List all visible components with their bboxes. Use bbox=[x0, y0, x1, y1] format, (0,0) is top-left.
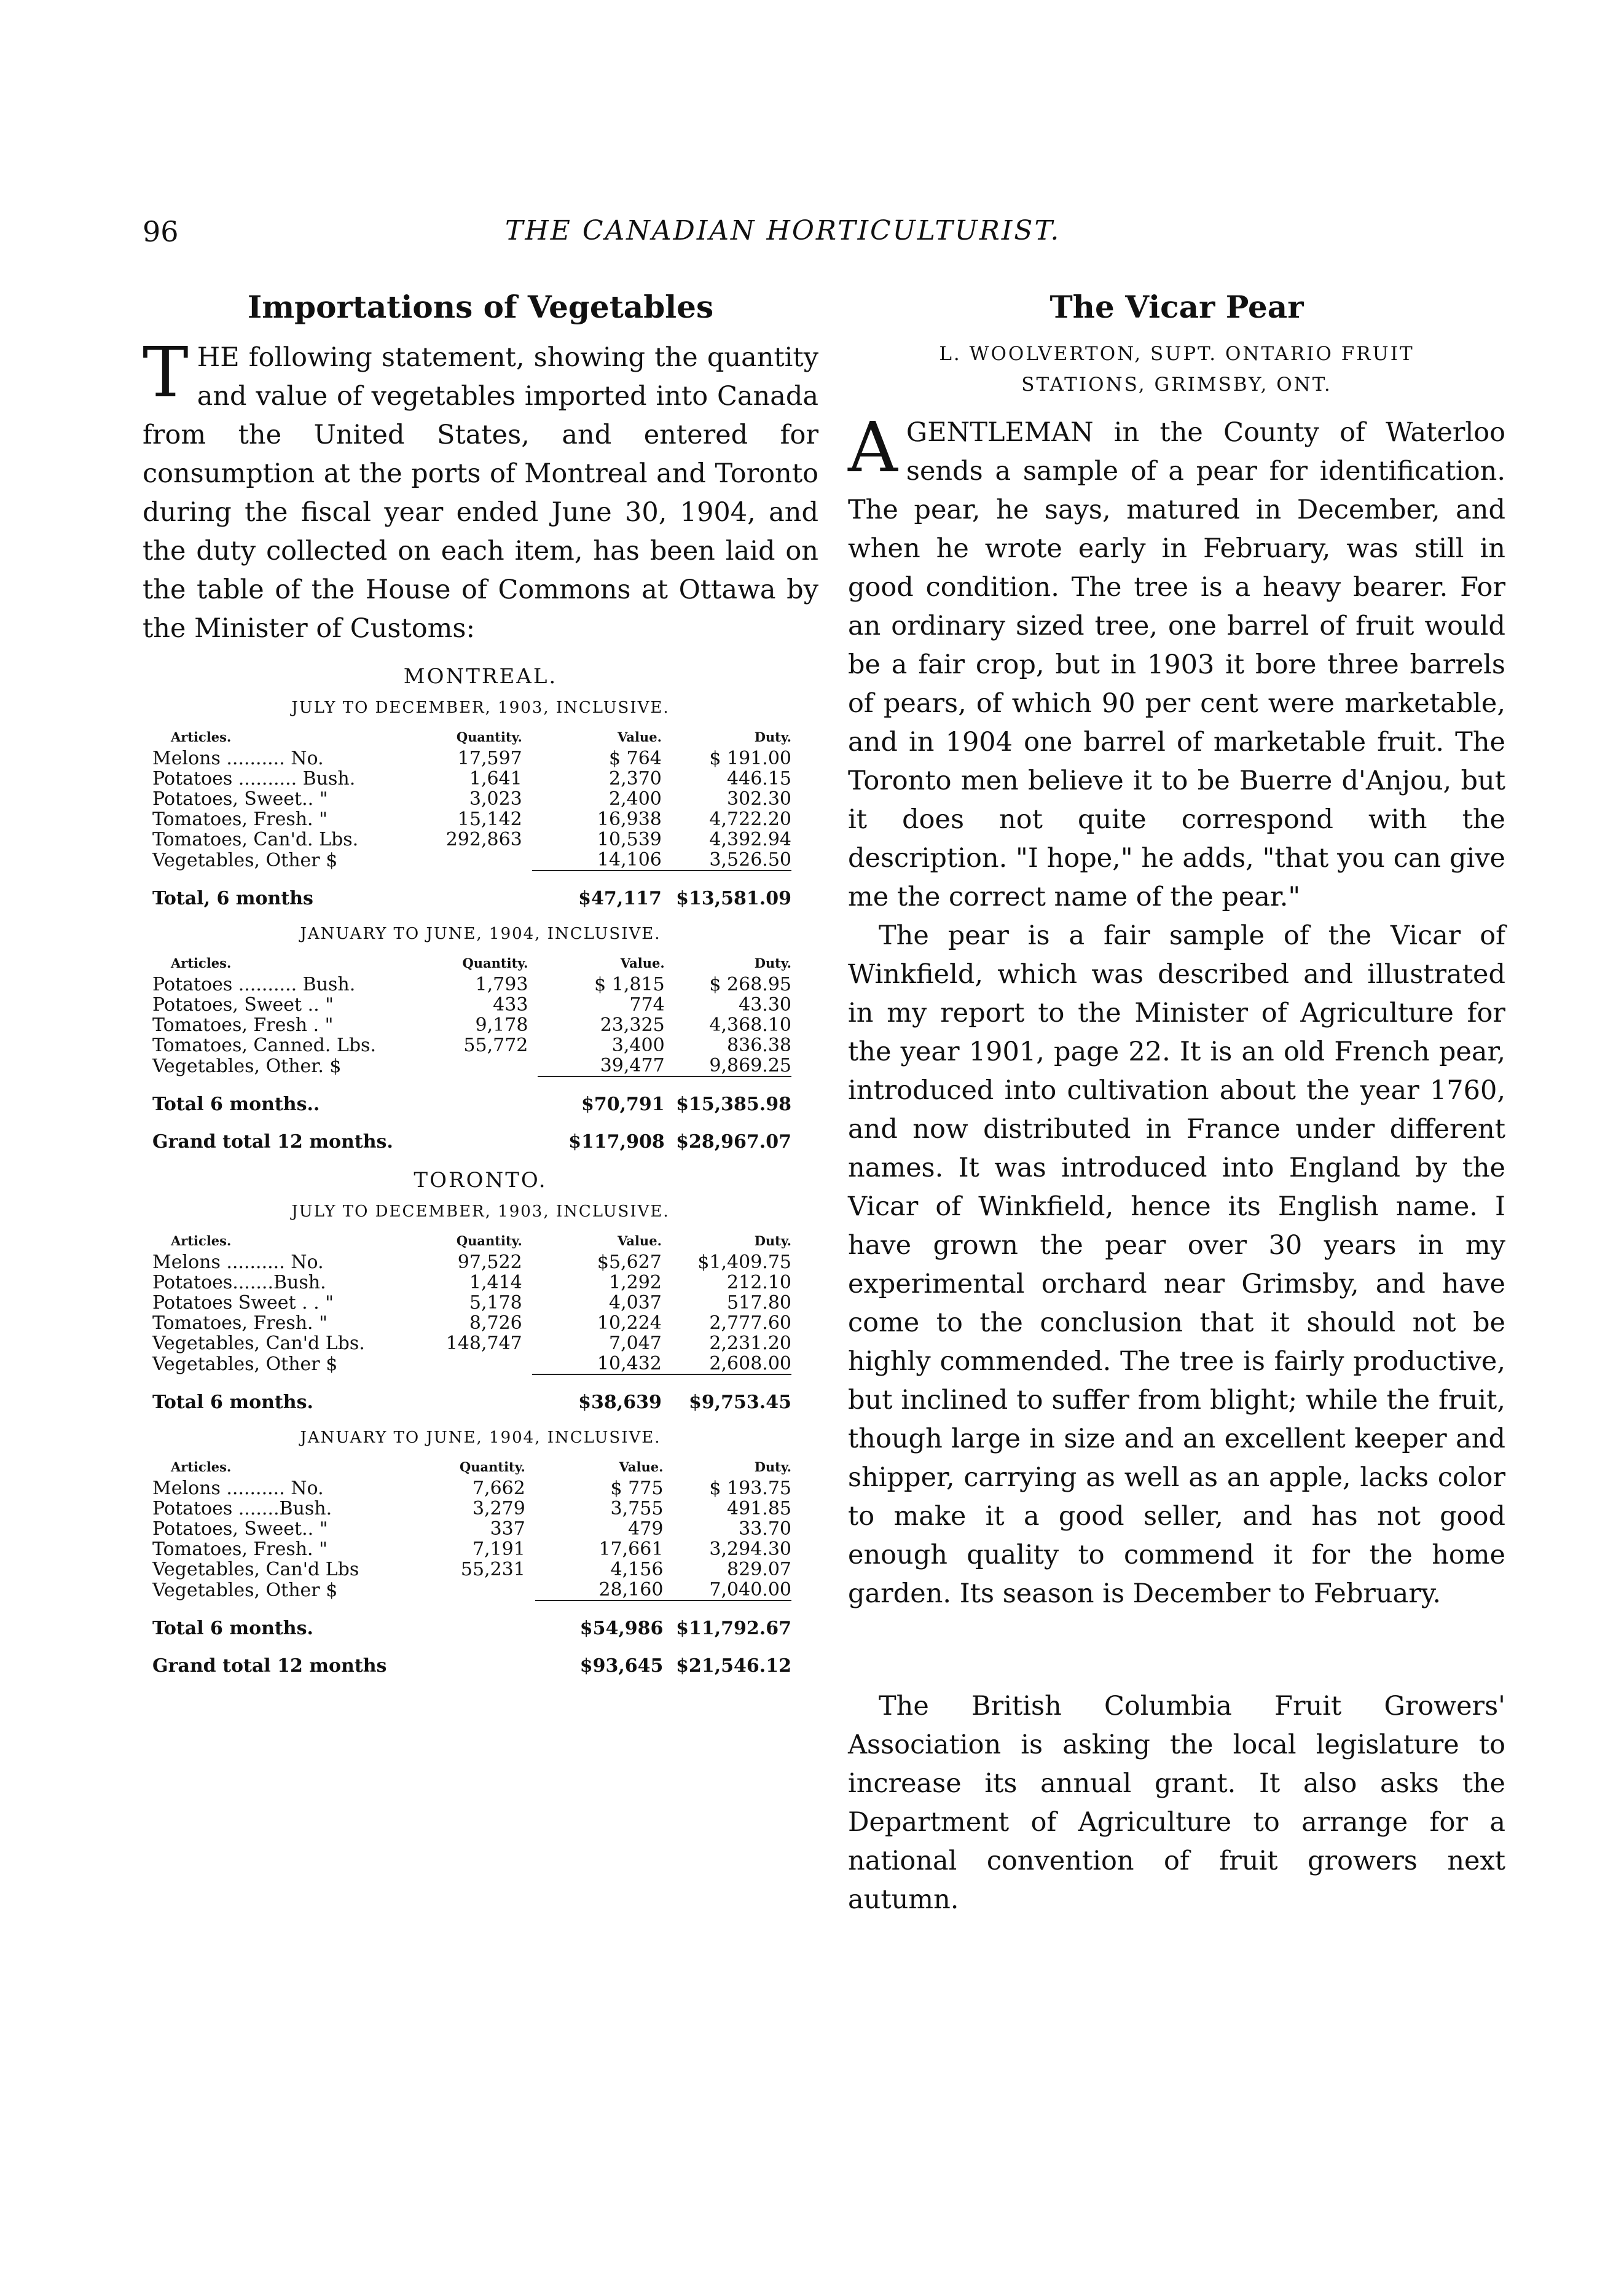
col-header-quantity: Quantity. bbox=[456, 729, 522, 745]
cell-quantity bbox=[405, 850, 532, 871]
total-duty: $9,753.45 bbox=[688, 1392, 791, 1413]
table-row bbox=[152, 789, 791, 809]
table-row bbox=[152, 1056, 791, 1076]
table-header-row bbox=[152, 955, 791, 974]
cell-value: 10,224 bbox=[597, 1312, 662, 1334]
table-row bbox=[152, 850, 791, 871]
cell-quantity: 3,023 bbox=[469, 788, 522, 810]
cell-article: Potatoes, Sweet .. " bbox=[152, 994, 334, 1016]
cell-value: 3,755 bbox=[610, 1498, 664, 1519]
total-row bbox=[152, 1610, 791, 1639]
cell-article: Potatoes, Sweet.. " bbox=[152, 788, 328, 810]
table-row bbox=[152, 995, 791, 1015]
cell-article: Melons .......... No. bbox=[152, 1252, 324, 1273]
cell-article: Potatoes Sweet . . " bbox=[152, 1292, 334, 1314]
table-row bbox=[152, 1333, 791, 1354]
col-header-quantity: Quantity. bbox=[462, 955, 528, 971]
table-row bbox=[152, 1293, 791, 1313]
cell-quantity: 8,726 bbox=[469, 1312, 522, 1334]
cell-duty: 517.80 bbox=[727, 1292, 791, 1314]
cell-article: Tomatoes, Fresh. " bbox=[152, 1538, 328, 1560]
cell-duty: 836.38 bbox=[727, 1035, 791, 1056]
cell-value: $ 764 bbox=[608, 748, 662, 769]
col-header-duty: Duty. bbox=[754, 1233, 791, 1248]
table-row bbox=[152, 1519, 791, 1539]
cell-quantity: 17,597 bbox=[457, 748, 522, 769]
total-row bbox=[152, 880, 791, 909]
byline-line-1: L. WOOLVERTON, SUPT. ONTARIO FRUIT bbox=[939, 343, 1414, 365]
table-row bbox=[152, 748, 791, 769]
cell-article: Vegetables, Other. $ bbox=[152, 1055, 342, 1077]
cell-value: 17,661 bbox=[598, 1538, 664, 1560]
cell-duty: 212.10 bbox=[727, 1272, 791, 1293]
table-row bbox=[152, 809, 791, 829]
cell-value: 2,400 bbox=[608, 788, 662, 810]
total-duty: $15,385.98 bbox=[676, 1094, 791, 1115]
cell-article: Potatoes .......... Bush. bbox=[152, 974, 356, 995]
article-heading-importations: Importations of Vegetables bbox=[247, 289, 714, 325]
cell-article: Melons .......... No. bbox=[152, 1478, 324, 1499]
table-row bbox=[152, 769, 791, 789]
cell-quantity: 1,793 bbox=[475, 974, 528, 995]
grand-total-label: Grand total 12 months. bbox=[152, 1131, 393, 1153]
cell-value: 774 bbox=[629, 994, 665, 1016]
grand-total-row bbox=[152, 1115, 791, 1152]
intro-paragraph bbox=[143, 333, 818, 648]
cell-quantity: 7,662 bbox=[472, 1478, 525, 1499]
total-duty: $13,581.09 bbox=[676, 888, 791, 909]
cell-value: 7,047 bbox=[608, 1333, 662, 1354]
cell-quantity: 7,191 bbox=[472, 1538, 525, 1560]
total-row bbox=[152, 1384, 791, 1412]
cell-quantity: 3,279 bbox=[472, 1498, 525, 1519]
cell-quantity: 9,178 bbox=[475, 1014, 528, 1036]
col-header-articles: Articles. bbox=[171, 729, 232, 745]
cell-article: Vegetables, Can'd Lbs. bbox=[152, 1333, 365, 1354]
paragraph-1-text: GENTLEMAN in the County of Waterloo sends a sample of a pear for identification. The pear, he says, matured in December, and when he wrote early in February, was still in good condition. The tree is a heavy bearer. For an ordinary sized tree, one barrel of fruit would be a fair crop, but in 1903 it bore three barrels of pears, of which 90 per cent were marketable, and in 1904 one barrel of marketable fruit. The Toronto men believe it to be Buerre d'Anjou, but it does not quite correspond with the description. "I hope," he adds, "that you can give me the correct name of the pear." bbox=[848, 417, 1505, 912]
cell-value: 10,432 bbox=[597, 1353, 662, 1374]
cell-duty: 2,608.00 bbox=[709, 1353, 791, 1374]
cell-duty: 4,368.10 bbox=[709, 1014, 791, 1036]
cell-duty: 2,777.60 bbox=[709, 1312, 791, 1334]
cell-article: Tomatoes, Can'd. Lbs. bbox=[152, 829, 359, 850]
city-heading-toronto: TORONTO. bbox=[414, 1168, 547, 1193]
right-column bbox=[848, 289, 1505, 1919]
period-heading: JULY TO DECEMBER, 1903, INCLUSIVE. bbox=[291, 1202, 670, 1221]
col-header-value: Value. bbox=[617, 1233, 662, 1248]
cell-duty: 9,869.25 bbox=[709, 1055, 791, 1076]
cell-duty: 7,040.00 bbox=[709, 1579, 791, 1600]
col-header-value: Value. bbox=[620, 955, 665, 971]
cell-duty: 4,722.20 bbox=[709, 809, 791, 830]
col-header-duty: Duty. bbox=[754, 729, 791, 745]
cell-value: 28,160 bbox=[598, 1579, 664, 1600]
table-header-row bbox=[152, 1459, 791, 1478]
cell-duty: $1,409.75 bbox=[697, 1252, 791, 1273]
table-header-row bbox=[152, 729, 791, 748]
cell-quantity: 292,863 bbox=[445, 829, 522, 850]
page-number: 96 bbox=[143, 215, 179, 248]
paragraph-1 bbox=[848, 408, 1505, 917]
cell-article: Potatoes, Sweet.. " bbox=[152, 1518, 328, 1540]
import-table-toronto-h1 bbox=[152, 1233, 791, 1412]
cell-article: Potatoes .......... Bush. bbox=[152, 768, 356, 789]
cell-duty: $ 268.95 bbox=[709, 974, 791, 995]
cell-duty: 3,294.30 bbox=[709, 1538, 791, 1560]
total-label: Total, 6 months bbox=[152, 888, 313, 909]
cell-value: 39,477 bbox=[600, 1055, 665, 1076]
col-header-articles: Articles. bbox=[171, 1459, 232, 1475]
city-heading-montreal: MONTREAL. bbox=[403, 664, 558, 689]
cell-value: 4,156 bbox=[610, 1559, 664, 1580]
rule-row bbox=[152, 871, 791, 880]
cell-article: Vegetables, Other $ bbox=[152, 849, 338, 871]
cell-duty: 33.70 bbox=[739, 1518, 791, 1540]
total-label: Total 6 months.. bbox=[152, 1094, 320, 1115]
cell-quantity: 55,231 bbox=[460, 1559, 525, 1580]
cell-value: 2,370 bbox=[608, 768, 662, 789]
table-header-row bbox=[152, 1233, 791, 1252]
total-value: $38,639 bbox=[578, 1392, 662, 1413]
table-row bbox=[152, 1539, 791, 1559]
col-header-duty: Duty. bbox=[754, 1459, 791, 1475]
col-header-duty: Duty. bbox=[754, 955, 791, 971]
cell-quantity bbox=[414, 1056, 538, 1076]
grand-total-row bbox=[152, 1639, 791, 1676]
table-row bbox=[152, 1478, 791, 1498]
news-notice: The British Columbia Fruit Growers' Association is asking the local legislature to increase its annual grant. It also asks the Department of Agriculture to arrange for a national convention of fruit growers next autumn. bbox=[848, 1691, 1505, 1915]
cell-quantity: 55,772 bbox=[463, 1035, 528, 1056]
cell-duty: 491.85 bbox=[727, 1498, 791, 1519]
grand-total-value: $117,908 bbox=[568, 1131, 665, 1153]
total-duty: $11,792.67 bbox=[676, 1618, 791, 1639]
cell-quantity: 15,142 bbox=[457, 809, 522, 830]
import-table-toronto-h2 bbox=[152, 1459, 791, 1676]
cell-quantity bbox=[410, 1580, 535, 1600]
cell-duty: 302.30 bbox=[727, 788, 791, 810]
running-title: THE CANADIAN HORTICULTURIST. bbox=[505, 215, 1061, 246]
total-label: Total 6 months. bbox=[152, 1618, 313, 1639]
cell-article: Vegetables, Can'd Lbs bbox=[152, 1559, 359, 1580]
cell-duty: $ 191.00 bbox=[709, 748, 791, 769]
col-header-value: Value. bbox=[619, 1459, 664, 1475]
cell-value: 3,400 bbox=[611, 1035, 665, 1056]
paragraph-2: The pear is a fair sample of the Vicar of Winkfield, which was described and illustrated in my report to the Minister of Agriculture for the year 1901, page 22. It is an old French pear, introduced into cultivation about the year 1760, and now distributed in France under different names. It was introduced into England by the Vicar of Winkfield, hence its English name. I have grown the pear over 30 years in my experimental orchard near Grimsby, and have come to the conclusion that it should not be highly commended. The tree is fairly productive, but inclined to suffer from blight; while the fruit, though large in size and an excellent keeper and shipper, carrying as well as an apple, lacks color to make it a good seller, and has not good enough quality to commend it for the home garden. Its season is December to February. bbox=[848, 920, 1505, 1609]
cell-value: 1,292 bbox=[608, 1272, 662, 1293]
period-heading: JULY TO DECEMBER, 1903, INCLUSIVE. bbox=[291, 699, 670, 717]
cell-duty: 2,231.20 bbox=[709, 1333, 791, 1354]
total-value: $54,986 bbox=[579, 1618, 664, 1639]
cell-article: Potatoes .......Bush. bbox=[152, 1498, 332, 1519]
table-row bbox=[152, 1498, 791, 1519]
cell-quantity: 97,522 bbox=[457, 1252, 522, 1273]
cell-value: $ 775 bbox=[610, 1478, 664, 1499]
grand-total-duty: $21,546.12 bbox=[676, 1655, 791, 1677]
cell-duty: 4,392.94 bbox=[709, 829, 791, 850]
import-table-montreal-h2 bbox=[152, 955, 791, 1152]
cell-value: 14,106 bbox=[597, 849, 662, 871]
byline-line-2: STATIONS, GRIMSBY, ONT. bbox=[1021, 374, 1332, 396]
drop-cap: A bbox=[848, 408, 898, 488]
table-row bbox=[152, 1272, 791, 1293]
table-row bbox=[152, 1015, 791, 1035]
import-table-montreal-h1 bbox=[152, 729, 791, 909]
total-row bbox=[152, 1086, 791, 1115]
page-header bbox=[143, 215, 1507, 252]
cell-article: Tomatoes, Canned. Lbs. bbox=[152, 1035, 376, 1056]
cell-quantity: 5,178 bbox=[469, 1292, 522, 1314]
cell-quantity: 433 bbox=[493, 994, 528, 1016]
cell-quantity: 337 bbox=[490, 1518, 525, 1540]
cell-article: Tomatoes, Fresh . " bbox=[152, 1014, 334, 1036]
cell-quantity: 1,414 bbox=[469, 1272, 522, 1293]
cell-value: 16,938 bbox=[597, 809, 662, 830]
table-row bbox=[152, 974, 791, 995]
cell-article: Melons .......... No. bbox=[152, 748, 324, 769]
col-header-articles: Articles. bbox=[171, 955, 232, 971]
table-row bbox=[152, 1252, 791, 1272]
table-row bbox=[152, 829, 791, 850]
col-header-value: Value. bbox=[617, 729, 662, 745]
period-heading: JANUARY TO JUNE, 1904, INCLUSIVE. bbox=[300, 1428, 661, 1447]
cell-value: 4,037 bbox=[608, 1292, 662, 1314]
col-header-quantity: Quantity. bbox=[459, 1459, 525, 1475]
cell-article: Vegetables, Other $ bbox=[152, 1579, 338, 1601]
cell-value: 10,539 bbox=[597, 829, 662, 850]
table-row bbox=[152, 1559, 791, 1580]
cell-article: Vegetables, Other $ bbox=[152, 1353, 338, 1375]
cell-duty: 446.15 bbox=[727, 768, 791, 789]
byline bbox=[848, 339, 1505, 400]
col-header-articles: Articles. bbox=[171, 1233, 232, 1248]
table-row bbox=[152, 1313, 791, 1333]
cell-value: 23,325 bbox=[600, 1014, 665, 1036]
left-column bbox=[143, 289, 818, 1676]
cell-article: Potatoes.......Bush. bbox=[152, 1272, 326, 1293]
cell-value: $5,627 bbox=[597, 1252, 662, 1273]
cell-duty: 3,526.50 bbox=[709, 849, 791, 871]
article-heading-vicar-pear: The Vicar Pear bbox=[1049, 289, 1304, 325]
intro-text: HE following statement, showing the quantity and value of vegetables imported into Canada from the United States, and entered for consumption at the ports of Montreal and Toronto during the fiscal year ended June 30, 1904, and the duty collected on each item, has been laid on the table of the House of Commons at Ottawa by the Minister of Customs: bbox=[143, 342, 818, 644]
total-label: Total 6 months. bbox=[152, 1392, 313, 1413]
grand-total-duty: $28,967.07 bbox=[676, 1131, 791, 1153]
cell-duty: $ 193.75 bbox=[709, 1478, 791, 1499]
table-row bbox=[152, 1580, 791, 1600]
cell-quantity: 148,747 bbox=[445, 1333, 522, 1354]
table-row bbox=[152, 1354, 791, 1374]
drop-cap: T bbox=[143, 333, 189, 413]
cell-value: $ 1,815 bbox=[594, 974, 665, 995]
cell-duty: 829.07 bbox=[727, 1559, 791, 1580]
cell-article: Tomatoes, Fresh. " bbox=[152, 809, 328, 830]
cell-quantity bbox=[405, 1354, 532, 1374]
cell-quantity: 1,641 bbox=[469, 768, 522, 789]
rule-row bbox=[152, 1600, 791, 1610]
grand-total-label: Grand total 12 months bbox=[152, 1655, 387, 1677]
col-header-quantity: Quantity. bbox=[456, 1233, 522, 1248]
rule-row bbox=[152, 1374, 791, 1384]
total-value: $70,791 bbox=[581, 1094, 665, 1115]
table-row bbox=[152, 1035, 791, 1056]
grand-total-value: $93,645 bbox=[579, 1655, 664, 1677]
cell-value: 479 bbox=[628, 1518, 664, 1540]
cell-duty: 43.30 bbox=[739, 994, 791, 1016]
cell-article: Tomatoes, Fresh. " bbox=[152, 1312, 328, 1334]
period-heading: JANUARY TO JUNE, 1904, INCLUSIVE. bbox=[300, 925, 661, 943]
total-value: $47,117 bbox=[578, 888, 662, 909]
rule-row bbox=[152, 1076, 791, 1086]
